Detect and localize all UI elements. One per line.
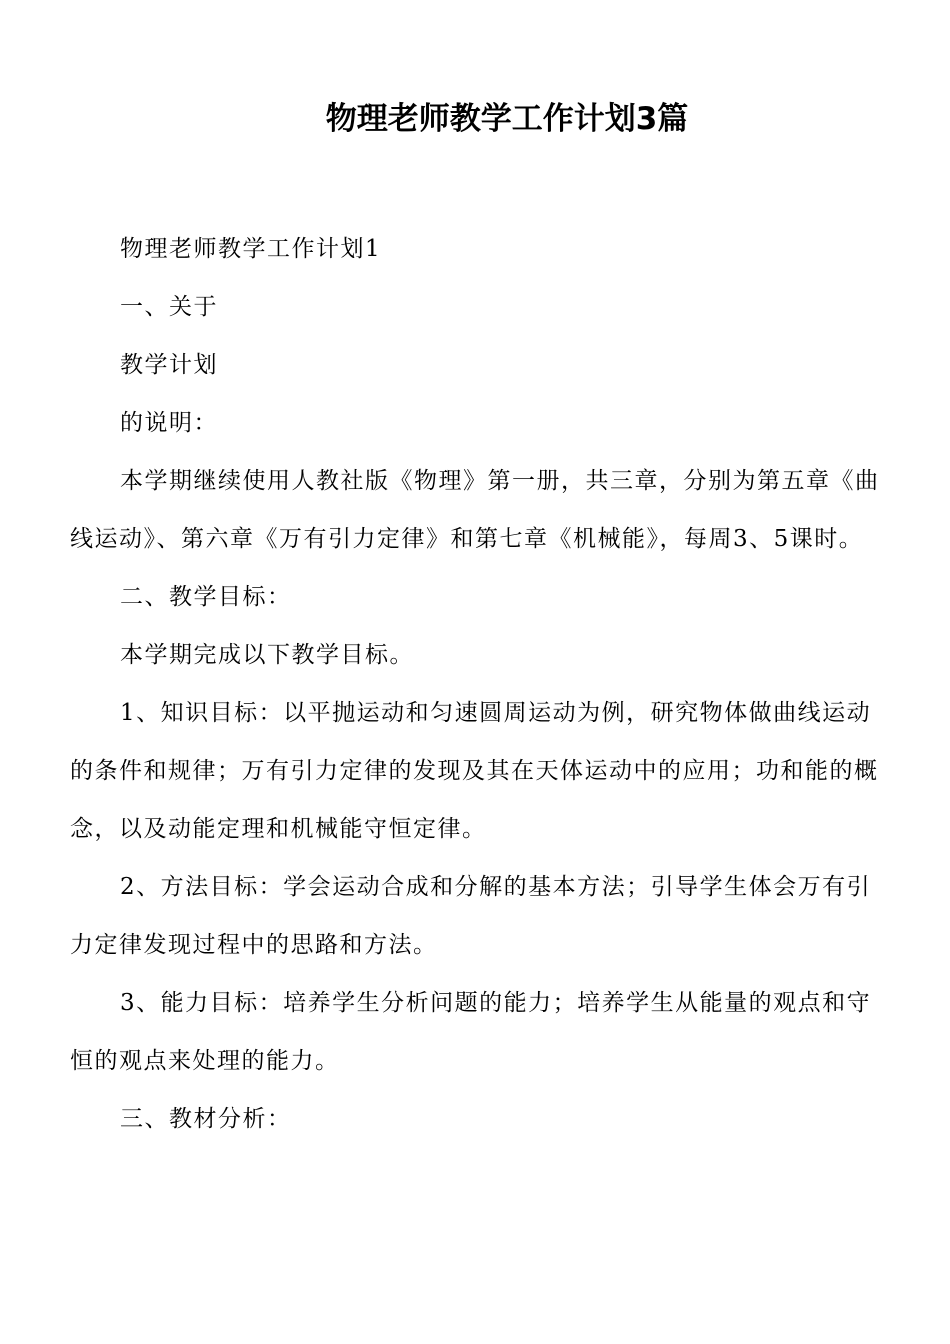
paragraph-section-one-label: 一、关于	[120, 294, 218, 320]
document-body	[70, 220, 882, 1148]
paragraph-teaching-plan: 教学计划	[120, 352, 218, 378]
paragraph-method-goal: 2、方法目标：学会运动合成和分解的基本方法；引导学生体会万有引力定律发现过程中的思路和方法。	[70, 874, 872, 958]
paragraph-section-three-heading: 三、教材分析：	[120, 1106, 292, 1132]
paragraph-textbook: 本学期继续使用人教社版《物理》第一册，共三章，分别为第五章《曲线运动》、第六章《万有引力定律》和第七章《机械能》，每周3、5课时。	[70, 468, 880, 552]
document-title: 物理老师教学工作计划3篇	[325, 101, 689, 137]
paragraph-ability-goal: 3、能力目标：培养学生分析问题的能力；培养学生从能量的观点和守恒的观点来处理的能力。	[70, 990, 872, 1074]
paragraph-plan-heading: 物理老师教学工作计划1	[120, 236, 382, 262]
paragraph-explanation: 的说明：	[120, 410, 218, 436]
paragraph-knowledge-goal: 1、知识目标：以平抛运动和匀速圆周运动为例，研究物体做曲线运动的条件和规律；万有引力定律的发现及其在天体运动中的应用；功和能的概念，以及动能定理和机械能守恒定律。	[70, 700, 879, 842]
paragraph-section-two-heading: 二、教学目标：	[120, 584, 292, 610]
paragraph-goals-intro: 本学期完成以下教学目标。	[120, 642, 414, 668]
